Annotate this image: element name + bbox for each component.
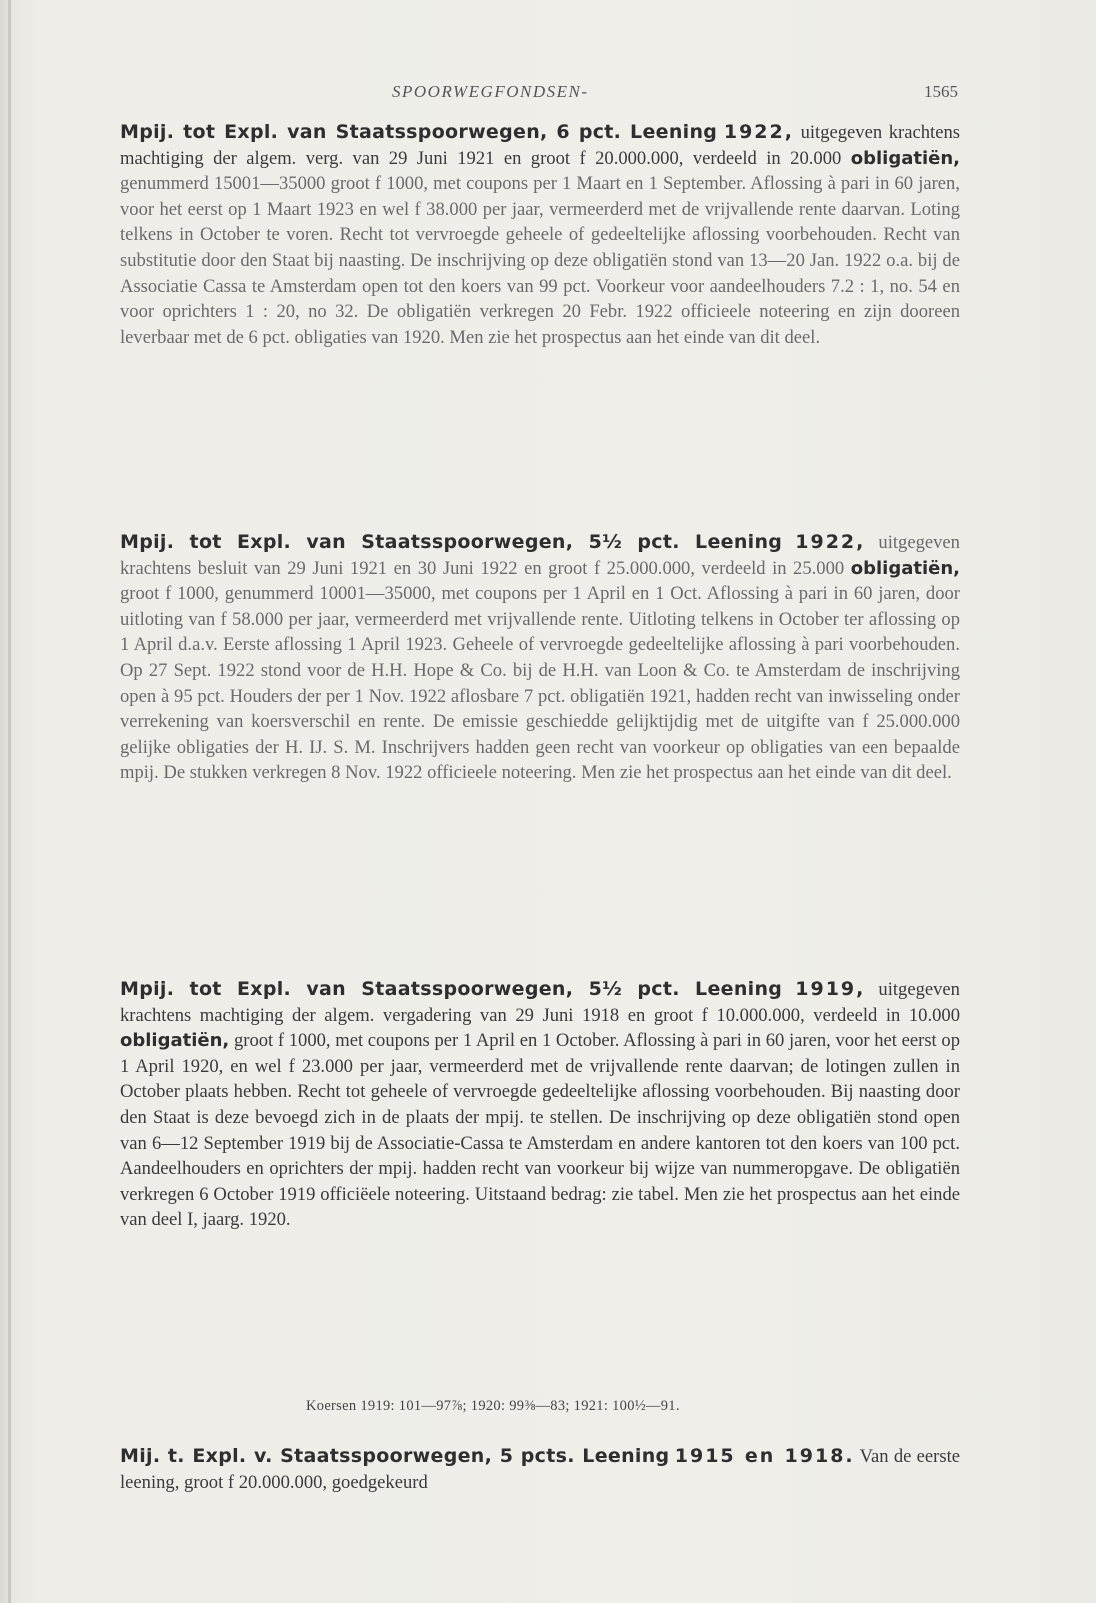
- entry-text: uitgegeven krachtens machtiging der algem. verg. van 29 Juni 1921 en groot f 20.000.000, verdeeld in 20.000: [120, 122, 961, 169]
- entry-text: uitgegeven krachtens besluit van 29 Juni 1921 en 30 Juni 1922 en groot f 25.000.000, verdeeld in 25.000: [120, 532, 960, 579]
- loan-entry-6pct-1922: [120, 120, 960, 350]
- entry-heading: Mpij. tot Expl. van Staatsspoorwegen, 6 pct. Leening: [120, 121, 718, 143]
- entry-text-continued: genummerd 15001—35000 groot f 1000, met coupons per 1 Maart en 1 September. Aflossing à pari in 60 jaren, voor het eerst op 1 Maart 1923 en wel f 38.000 per jaar, vermeerderd met de vrijvallende rente daarvan. Loting telkens in October te voren. Recht tot vervroegde geheele of gedeeltelijke aflossing voorbehouden. Recht van substitutie door den Staat bij naasting. De inschrijving op deze obligatiën stond van 13—20 Jan. 1922 o.a. bij de Associatie Cassa te Amsterdam open tot den koers van 99 pct. Voorkeur voor aandeelhouders 7.2 : 1, no. 54 en voor oprichters 1 : 20, no 32. De obligatiën verkregen 20 Febr. 1922 officieele noteering en zijn dooreen leverbaar met de 6 pct. obligaties van 1920. Men zie het prospectus aan het einde van dit deel.: [120, 173, 960, 348]
- entry-year: 1919,: [795, 978, 866, 1000]
- entry-year: 1922,: [795, 531, 866, 553]
- entry-text-continued: groot f 1000, met coupons per 1 April en 1 October. Aflossing à pari in 60 jaren, voor het eerst op 1 April 1920, en wel f 23.000 per jaar, vermeerderd met de vrijvallende rente daarvan; de lotingen zullen in October plaats hebben. Recht tot geheele of vervroegde gedeeltelijke aflossing voorbehouden. Bij naasting door den Staat is deze bevoegd zich in de plaats der mpij. te stellen. De inschrijving op deze obligatiën stond open van 6—12 September 1919 bij de Associatie-Cassa te Amsterdam en andere kantoren tot den koers van 100 pct. Aandeelhouders en oprichters der mpij. hadden recht van voorkeur bij wijze van nummeropgave. De obligatiën verkregen 6 October 1919 officiëele noteering. Uitstaand bedrag: zie tabel. Men zie het prospectus aan het einde van deel I, jaarg. 1920.: [120, 1030, 960, 1231]
- running-head: SPOORWEGFONDSEN-: [392, 82, 589, 101]
- loan-entry-5pct-1915-1918: [120, 1444, 960, 1495]
- entry-year: 1922,: [723, 121, 794, 143]
- page-number: 1565: [924, 82, 958, 101]
- entry-text: Van de eerste leening, groot f 20.000.000, goedgekeurd: [120, 1446, 961, 1493]
- page-header: [120, 82, 958, 106]
- entry-keyword: obligatiën,: [120, 1030, 230, 1052]
- loan-entry-5-5pct-1919: [120, 977, 960, 1233]
- entry-text: uitgegeven krachtens machtiging der algem. vergadering van 29 Juni 1918 en groot f 10.000.000, verdeeld in 10.000: [120, 979, 960, 1026]
- binding-gutter: [8, 0, 11, 1603]
- entry-heading: Mpij. tot Expl. van Staatsspoorwegen, 5½ pct. Leening: [120, 978, 783, 1000]
- entry-keyword: obligatiën,: [850, 557, 961, 579]
- entry-keyword: obligatiën,: [850, 147, 960, 169]
- entry-year: 1915 en 1918.: [674, 1445, 855, 1467]
- entry-heading: Mpij. tot Expl. van Staatsspoorwegen, 5½ pct. Leening: [120, 531, 783, 553]
- loan-entry-5-5pct-1922: [120, 530, 960, 786]
- entry-text-continued: groot f 1000, genummerd 10001—35000, met coupons per 1 April en 1 Oct. Aflossing à pari in 60 jaren, door uitloting van f 58.000 per jaar, vermeerderd met vrijvallende rente. Uitloting telkens in October ter aflossing op 1 April d.a.v. Eerste aflossing 1 April 1923. Geheele of vervroegde gedeeltelijke aflossing à pari voorbehouden. Op 27 Sept. 1922 stond voor de H.H. Hope & Co. bij de H.H. van Loon & Co. te Amsterdam de inschrijving open à 95 pct. Houders der per 1 Nov. 1922 aflosbare 7 pct. obligatiën 1921, hadden recht van inwisseling onder verrekening van koersverschil en rente. De emissie geschiedde gelijktijdig met de uitgifte van f 25.000.000 gelijke obligaties der H. IJ. S. M. Inschrijvers hadden geen recht van voorkeur op obligaties van een bepaalde mpij. De stukken verkregen 8 Nov. 1922 officieele noteering. Men zie het prospectus aan het einde van dit deel.: [120, 583, 960, 784]
- koersen-line: Koersen 1919: 101—97⅞; 1920: 99⅜—83; 1921: 100½—91.: [306, 1398, 680, 1414]
- entry-heading: Mij. t. Expl. v. Staatsspoorwegen, 5 pcts. Leening: [120, 1445, 670, 1467]
